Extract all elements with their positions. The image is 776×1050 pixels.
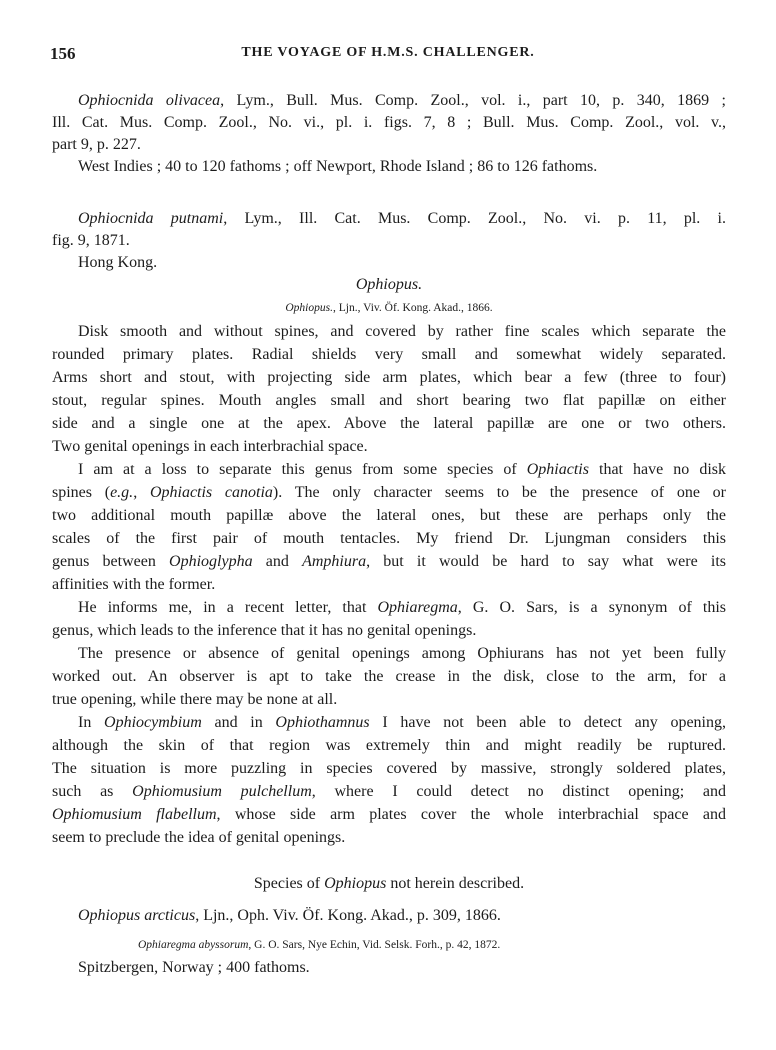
page-number: 156 [50,44,76,63]
olivacea-locality: West Indies ; 40 to 120 fathoms ; off Newport, Rhode Island ; 86 to 126 fathoms. [78,158,598,175]
p2-line-6: affinities with the former. [52,576,216,593]
p5-line-2: although the skin of that region was extremely thin and might readily be ruptured. [52,737,726,754]
p2-line-1: I am at a loss to separate this genus from some species of Ophiactis that have no disk [78,461,727,478]
p4-line-2: worked out. An observer is apt to take the crease in the disk, close to the arm, for a [52,668,726,685]
olivacea-citation-line-3: part 9, p. 227. [52,136,141,153]
p1-line-6: Two genital openings in each interbrachial space. [52,438,368,455]
genus-citation: Ophiopus., Ljn., Viv. Öf. Kong. Akad., 1866. [285,302,493,314]
p1-line-4: stout, regular spines. Mouth angles small and short bearing two flat papillæ on either [52,392,726,409]
p5-line-3: The situation is more puzzling in species covered by massive, strongly soldered plates, [52,760,726,777]
p4-line-3: true opening, while there may be none at all. [52,691,338,708]
p2-line-4: scales of the first pair of mouth tentacles. My friend Dr. Ljungman considers this [52,530,726,547]
species-section-heading: Species of Ophiopus not herein described. [253,875,525,892]
running-title: THE VOYAGE OF H.M.S. CHALLENGER. [241,45,535,60]
p5-line-5: Ophiomusium flabellum, whose side arm plates cover the whole interbrachial space and [52,806,726,823]
putnami-citation-line-2: fig. 9, 1871. [52,232,130,249]
synonym-citation: Ophiaregma abyssorum, G. O. Sars, Nye Echin, Vid. Selsk. Forh., p. 42, 1872. [138,939,501,951]
putnami-citation-line-1: Ophiocnida putnami, Lym., Ill. Cat. Mus. Comp. Zool., No. vi. p. 11, pl. i. [78,210,726,227]
p2-line-2: spines (e.g., Ophiactis canotia). The only character seems to be the presence of one or [52,484,727,501]
p1-line-2: rounded primary plates. Radial shields very small and somewhat widely separated. [52,346,726,363]
putnami-locality: Hong Kong. [78,254,158,271]
genus-title: Ophiopus. [355,276,423,293]
p1-line-3: Arms short and stout, with projecting side arm plates, which bear a few (three to four) [52,369,726,386]
p3-line-2: genus, which leads to the inference that it has no genital openings. [52,622,477,639]
p2-line-5: genus between Ophioglypha and Amphiura, but it would be hard to say what were its [52,553,726,570]
p5-line-6: seem to preclude the idea of genital openings. [52,829,346,846]
p2-line-3: two additional mouth papillæ above the lateral ones, but these are perhaps only the [52,507,726,524]
arcticus-locality: Spitzbergen, Norway ; 400 fathoms. [78,959,310,976]
arcticus-citation: Ophiopus arcticus, Ljn., Oph. Viv. Öf. Kong. Akad., p. 309, 1866. [78,907,501,924]
p5-line-1: In Ophiocymbium and in Ophiothamnus I have not been able to detect any opening, [78,714,727,731]
olivacea-citation-line-2: Ill. Cat. Mus. Comp. Zool., No. vi., pl. i. figs. 7, 8 ; Bull. Mus. Comp. Zool., vol. v., [52,114,726,131]
p1-line-1: Disk smooth and without spines, and covered by rather fine scales which separate the [78,323,726,340]
page-header [50,44,726,66]
p1-line-5: side and a single one at the apex. Above the lateral papillæ are one or two others. [52,415,726,432]
p5-line-4: such as Ophiomusium pulchellum, where I could detect no distinct opening; and [52,783,727,800]
olivacea-citation-line-1: Ophiocnida olivacea, Lym., Bull. Mus. Comp. Zool., vol. i., part 10, p. 340, 1869 ; [78,92,726,109]
p3-line-1: He informs me, in a recent letter, that Ophiaregma, G. O. Sars, is a synonym of this [78,599,726,616]
p4-line-1: The presence or absence of genital openings among Ophiurans has not yet been fully [78,645,726,662]
